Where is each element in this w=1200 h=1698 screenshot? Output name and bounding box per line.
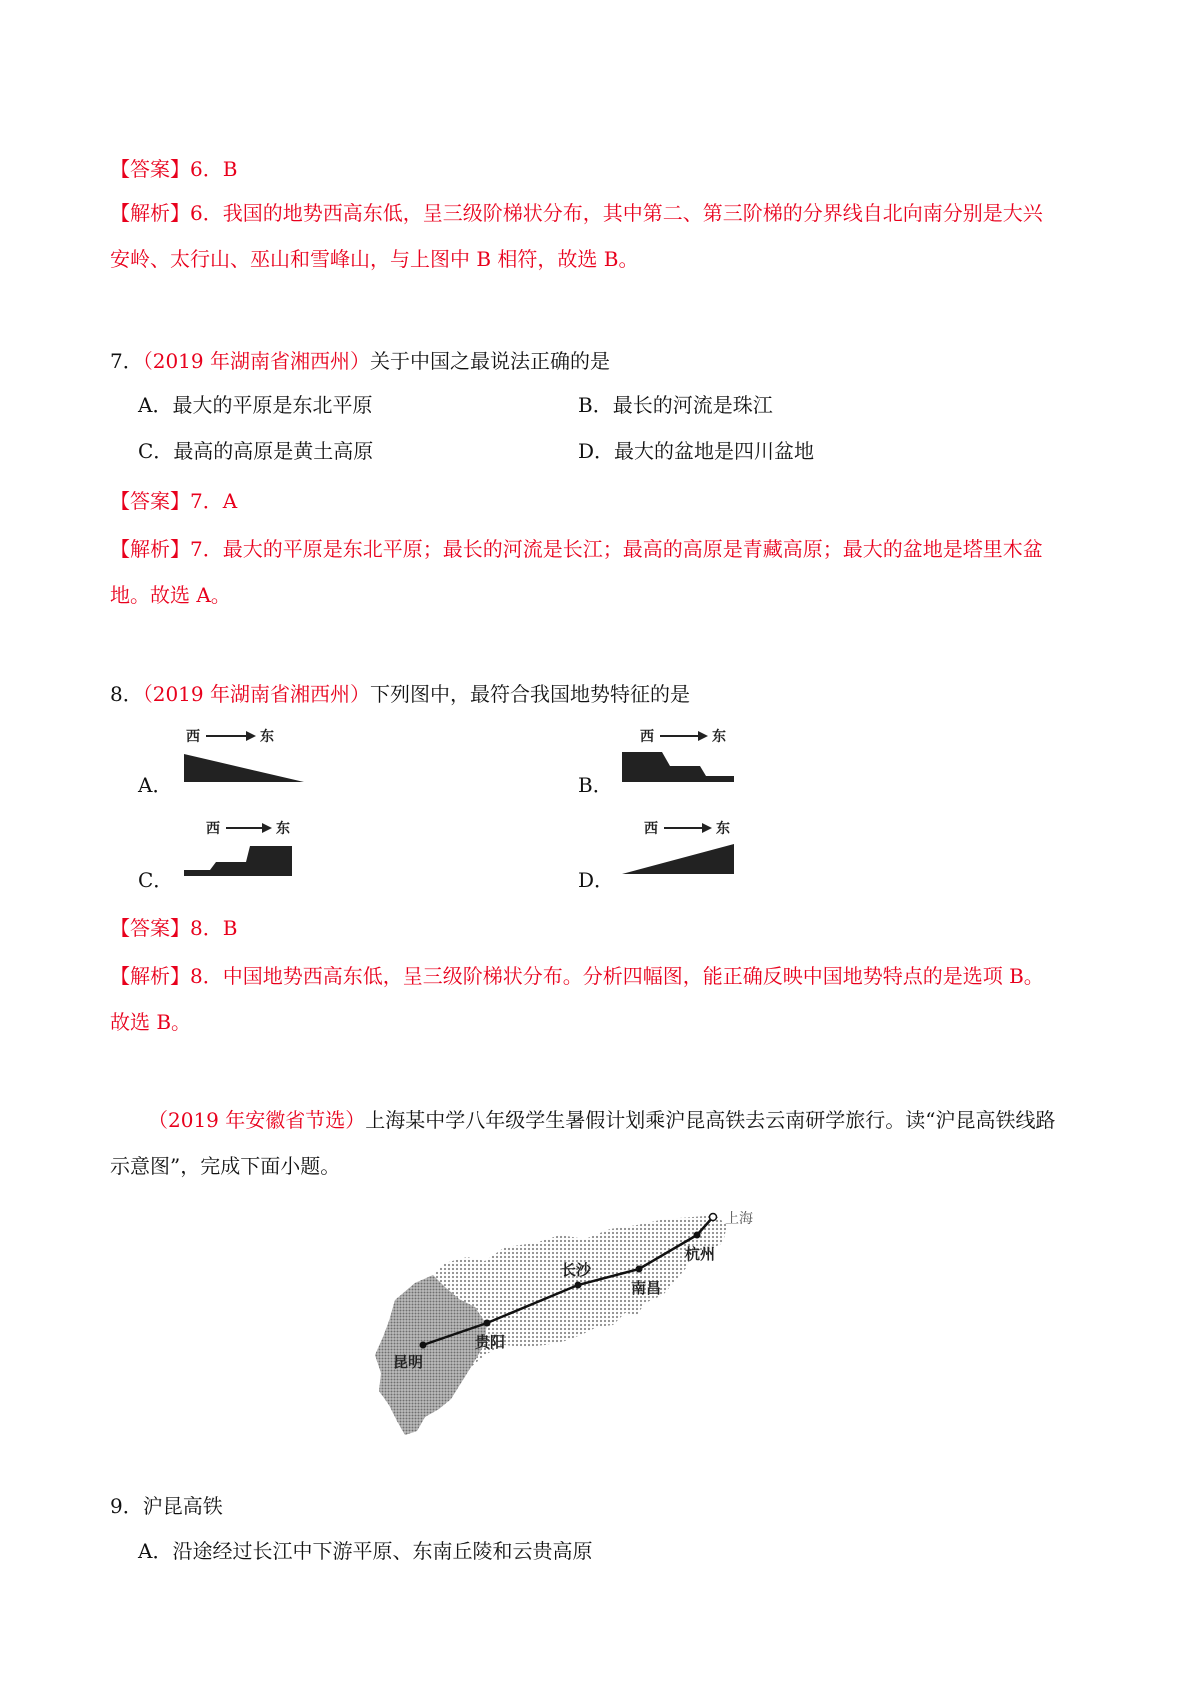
option-label: B． <box>578 393 613 417</box>
answer-tag: 【答案】 <box>110 489 190 513</box>
city-label-changsha: 长沙 <box>561 1261 592 1279</box>
q7-stem <box>110 347 610 375</box>
option-text: 最大的平原是东北平原 <box>172 393 373 417</box>
east-label: 东 <box>716 821 730 837</box>
q6-analysis-line2: 安岭、太行山、巫山和雪峰山，与上图中 B 相符，故选 B。 <box>110 247 639 271</box>
answer-text: 6．B <box>190 157 238 181</box>
city-dot-shanghai <box>710 1214 717 1221</box>
analysis-tag: 【解析】 <box>110 964 190 988</box>
answer-text: 8．B <box>190 916 238 940</box>
city-dot-hangzhou <box>694 1232 701 1239</box>
city-label-hangzhou: 杭州 <box>685 1245 716 1263</box>
option-label: A． <box>138 393 173 417</box>
arrow-head <box>702 823 712 833</box>
q8-stem <box>110 680 690 708</box>
analysis-text: 8．中国地势西高东低，呈三级阶梯状分布。分析四幅图，能正确反映中国地势特点的是选项 B。 <box>190 964 1044 988</box>
terrain-profile <box>184 846 292 876</box>
q6-analysis-line1 <box>110 199 1043 227</box>
city-label-shanghai: 上海 <box>725 1211 753 1227</box>
answer-tag: 【答案】 <box>110 916 190 940</box>
intro-source: （2019 年安徽省节选） <box>148 1108 366 1132</box>
answer-text: 7．A <box>190 489 238 513</box>
q6-answer <box>110 155 237 183</box>
q8-option-d-label: D． <box>578 868 615 892</box>
city-label-nanchang: 南昌 <box>631 1279 662 1297</box>
option-label: A． <box>138 1539 173 1563</box>
city-dot-guiyang <box>484 1320 491 1327</box>
q8-option-a-figure <box>180 726 320 786</box>
q7-option-c <box>138 437 373 465</box>
route-map <box>375 1195 845 1455</box>
analysis-text: 6．我国的地势西高东低，呈三级阶梯状分布，其中第二、第三阶梯的分界线自北向南分别是大兴 <box>190 201 1043 225</box>
q7-analysis-line1 <box>110 535 1043 563</box>
east-label: 东 <box>260 729 274 745</box>
q8-option-a-label: A． <box>138 773 173 797</box>
q8-option-b-label: B． <box>578 773 613 797</box>
q7-analysis-line2: 地。故选 A。 <box>110 583 231 607</box>
question-number: 8． <box>110 682 143 706</box>
question-text: 关于中国之最说法正确的是 <box>370 349 610 373</box>
q7-option-b <box>578 391 773 419</box>
city-dot-kunming <box>420 1342 427 1349</box>
west-label: 西 <box>640 729 654 745</box>
question-source: （2019 年湖南省湘西州） <box>142 682 370 706</box>
q8-analysis-line2: 故选 B。 <box>110 1010 192 1034</box>
answer-tag: 【答案】 <box>110 157 190 181</box>
q8-option-d-figure <box>618 818 758 878</box>
option-text: 沿途经过长江中下游平原、东南丘陵和云贵高原 <box>172 1539 593 1563</box>
option-label: C． <box>138 439 174 463</box>
west-label: 西 <box>644 821 658 837</box>
option-label: D． <box>578 439 615 463</box>
question-number: 9． <box>110 1494 143 1518</box>
q8-answer <box>110 914 237 942</box>
option-text: 最大的盆地是四川盆地 <box>614 439 815 463</box>
city-label-guiyang: 贵阳 <box>475 1333 506 1351</box>
intro-line1 <box>148 1106 1056 1134</box>
city-dot-nanchang <box>636 1266 643 1273</box>
analysis-tag: 【解析】 <box>110 201 190 225</box>
east-label: 东 <box>276 821 290 837</box>
intro-text: 上海某中学八年级学生暑假计划乘沪昆高铁去云南研学旅行。读“沪昆高铁线路 <box>365 1108 1056 1132</box>
q9-stem <box>110 1492 223 1520</box>
question-text: 下列图中，最符合我国地势特征的是 <box>370 682 690 706</box>
question-number: 7． <box>110 349 143 373</box>
q8-option-c-label: C． <box>138 868 174 892</box>
q7-option-d <box>578 437 814 465</box>
option-text: 最高的高原是黄土高原 <box>173 439 374 463</box>
terrain-profile <box>622 752 734 782</box>
question-source: （2019 年湖南省湘西州） <box>142 349 370 373</box>
arrow-head <box>246 731 256 741</box>
question-text: 沪昆高铁 <box>142 1494 223 1518</box>
city-label-kunming: 昆明 <box>393 1353 424 1371</box>
q8-option-c-figure <box>180 818 320 878</box>
analysis-tag: 【解析】 <box>110 537 190 561</box>
q7-option-a <box>138 391 372 419</box>
west-label: 西 <box>206 821 220 837</box>
analysis-text: 7．最大的平原是东北平原；最长的河流是长江；最高的高原是青藏高原；最大的盆地是塔里木盆 <box>190 537 1043 561</box>
city-dot-changsha <box>575 1282 582 1289</box>
west-label: 西 <box>186 729 200 745</box>
terrain-profile <box>184 754 304 782</box>
q9-option-a <box>138 1537 592 1565</box>
arrow-head <box>698 731 708 741</box>
arrow-head <box>262 823 272 833</box>
intro-line2: 示意图”，完成下面小题。 <box>110 1154 341 1178</box>
option-text: 最长的河流是珠江 <box>612 393 773 417</box>
q8-analysis-line1 <box>110 962 1044 990</box>
terrain-profile <box>622 844 734 874</box>
q8-option-b-figure <box>618 726 758 786</box>
east-label: 东 <box>712 729 726 745</box>
q7-answer <box>110 487 237 515</box>
